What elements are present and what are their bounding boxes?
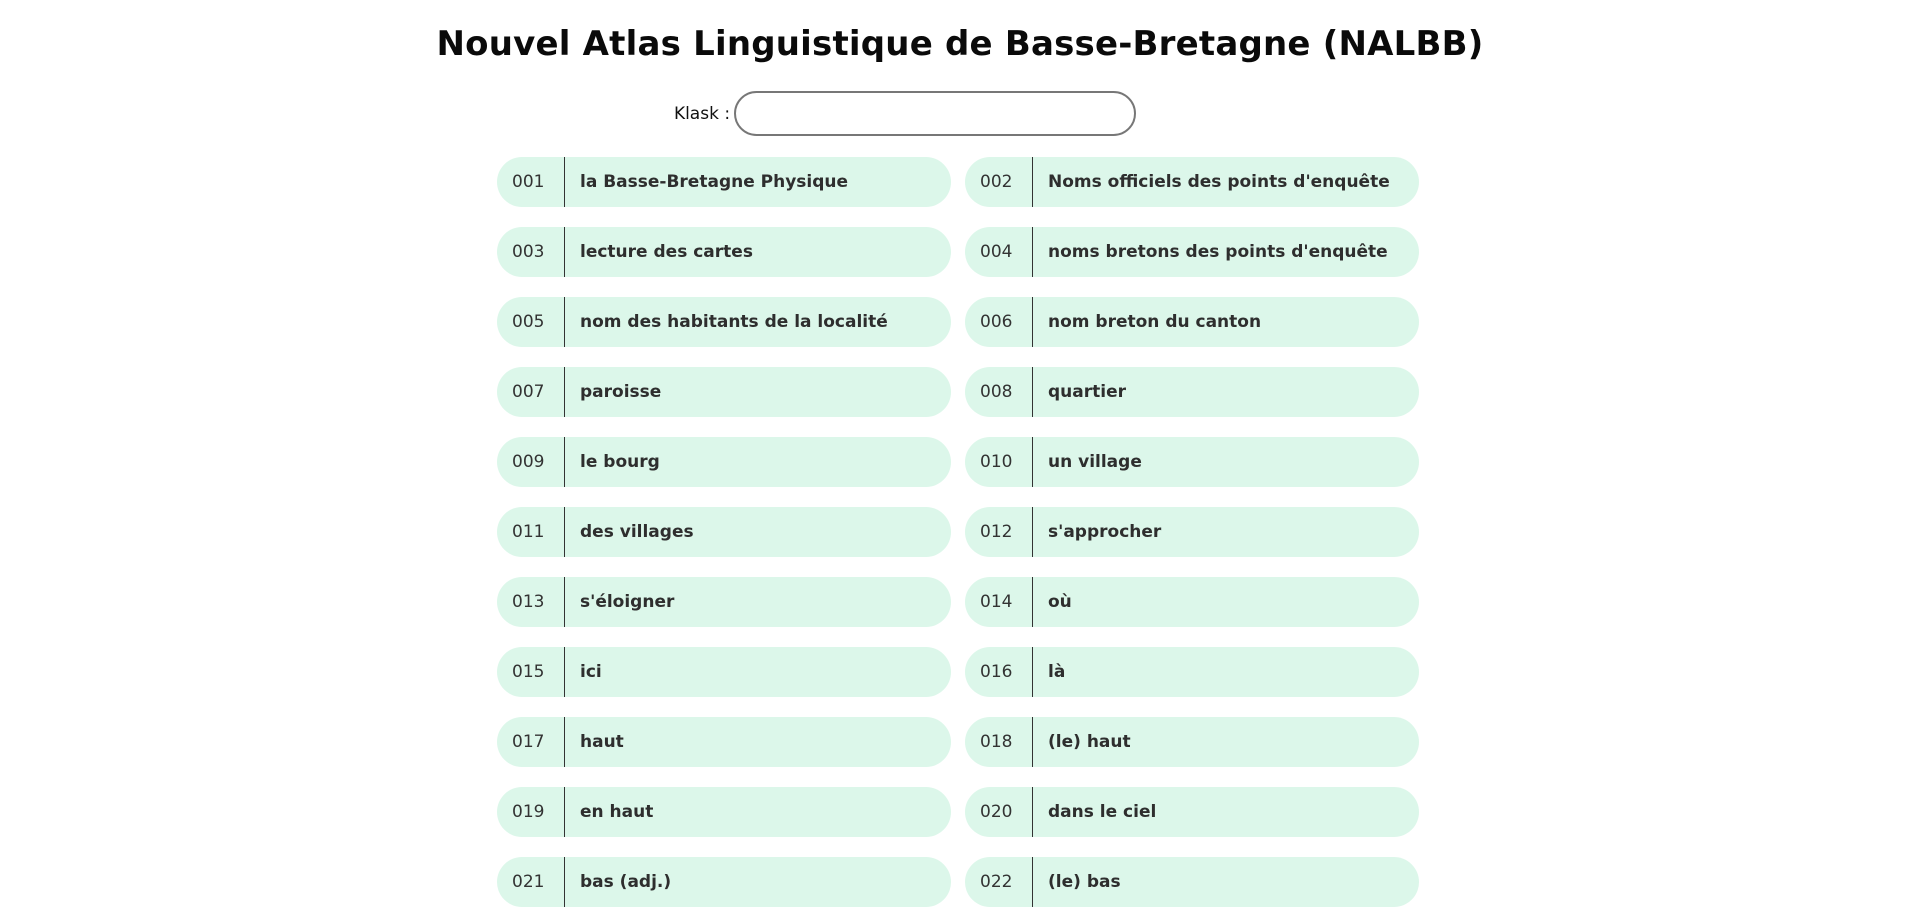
search-input[interactable] bbox=[734, 91, 1136, 136]
map-entry-label: un village bbox=[1048, 452, 1142, 472]
map-entry-number: 010 bbox=[965, 437, 1033, 487]
map-entry-number: 012 bbox=[965, 507, 1033, 557]
map-entry-label: nom des habitants de la localité bbox=[580, 312, 888, 332]
map-entry[interactable] bbox=[965, 787, 1419, 837]
map-entry-number: 007 bbox=[497, 367, 565, 417]
map-entry-label: noms bretons des points d'enquête bbox=[1048, 242, 1388, 262]
map-entry-label: (le) bas bbox=[1048, 872, 1121, 892]
map-entry-label: dans le ciel bbox=[1048, 802, 1157, 822]
map-entry[interactable] bbox=[965, 577, 1419, 627]
map-entry-label: s'éloigner bbox=[580, 592, 675, 612]
map-entry-label: haut bbox=[580, 732, 624, 752]
map-index-list bbox=[497, 157, 1419, 907]
map-entry-label: la Basse-Bretagne Physique bbox=[580, 172, 849, 192]
map-entry-number: 014 bbox=[965, 577, 1033, 627]
search-bar bbox=[0, 91, 1920, 136]
map-entry-number: 013 bbox=[497, 577, 565, 627]
map-entry-number: 016 bbox=[965, 647, 1033, 697]
map-entry-number: 017 bbox=[497, 717, 565, 767]
map-entry-label: où bbox=[1048, 592, 1072, 612]
map-entry-label: nom breton du canton bbox=[1048, 312, 1262, 332]
map-entry-number: 009 bbox=[497, 437, 565, 487]
map-entry[interactable] bbox=[497, 717, 951, 767]
map-entry-number: 006 bbox=[965, 297, 1033, 347]
map-entry[interactable] bbox=[965, 717, 1419, 767]
map-entry-label: des villages bbox=[580, 522, 694, 542]
map-entry[interactable] bbox=[965, 157, 1419, 207]
map-entry[interactable] bbox=[965, 437, 1419, 487]
map-entry-label: Noms officiels des points d'enquête bbox=[1048, 172, 1390, 192]
map-entry-number: 008 bbox=[965, 367, 1033, 417]
map-entry-number: 020 bbox=[965, 787, 1033, 837]
map-entry-number: 021 bbox=[497, 857, 565, 907]
map-entry[interactable] bbox=[965, 647, 1419, 697]
map-entry[interactable] bbox=[497, 367, 951, 417]
map-entry-label: quartier bbox=[1048, 382, 1126, 402]
map-entry-number: 011 bbox=[497, 507, 565, 557]
map-entry-label: en haut bbox=[580, 802, 654, 822]
map-entry[interactable] bbox=[965, 507, 1419, 557]
map-entry[interactable] bbox=[497, 437, 951, 487]
map-entry-label: lecture des cartes bbox=[580, 242, 753, 262]
map-entry-number: 004 bbox=[965, 227, 1033, 277]
map-entry-number: 001 bbox=[497, 157, 565, 207]
map-entry[interactable] bbox=[965, 857, 1419, 907]
map-entry[interactable] bbox=[497, 227, 951, 277]
page-title: Nouvel Atlas Linguistique de Basse-Bretagne (NALBB) bbox=[436, 24, 1484, 64]
map-entry[interactable] bbox=[497, 577, 951, 627]
map-entry-number: 018 bbox=[965, 717, 1033, 767]
map-entry[interactable] bbox=[497, 787, 951, 837]
map-entry[interactable] bbox=[965, 227, 1419, 277]
map-entry[interactable] bbox=[497, 647, 951, 697]
map-entry-label: le bourg bbox=[580, 452, 660, 472]
map-entry-label: s'approcher bbox=[1048, 522, 1162, 542]
map-entry[interactable] bbox=[965, 367, 1419, 417]
search-label: Klask : bbox=[673, 103, 731, 124]
map-entry[interactable] bbox=[497, 507, 951, 557]
map-entry-number: 019 bbox=[497, 787, 565, 837]
map-entry-number: 002 bbox=[965, 157, 1033, 207]
map-entry-label: là bbox=[1048, 662, 1066, 682]
map-entry-label: bas (adj.) bbox=[580, 872, 672, 892]
map-entry[interactable] bbox=[497, 857, 951, 907]
map-entry[interactable] bbox=[965, 297, 1419, 347]
map-entry-label: ici bbox=[580, 662, 602, 682]
map-entry-label: paroisse bbox=[580, 382, 662, 402]
map-entry-number: 003 bbox=[497, 227, 565, 277]
map-entry-number: 005 bbox=[497, 297, 565, 347]
map-entry-label: (le) haut bbox=[1048, 732, 1131, 752]
map-entry-number: 015 bbox=[497, 647, 565, 697]
map-entry-number: 022 bbox=[965, 857, 1033, 907]
map-entry[interactable] bbox=[497, 157, 951, 207]
map-entry[interactable] bbox=[497, 297, 951, 347]
